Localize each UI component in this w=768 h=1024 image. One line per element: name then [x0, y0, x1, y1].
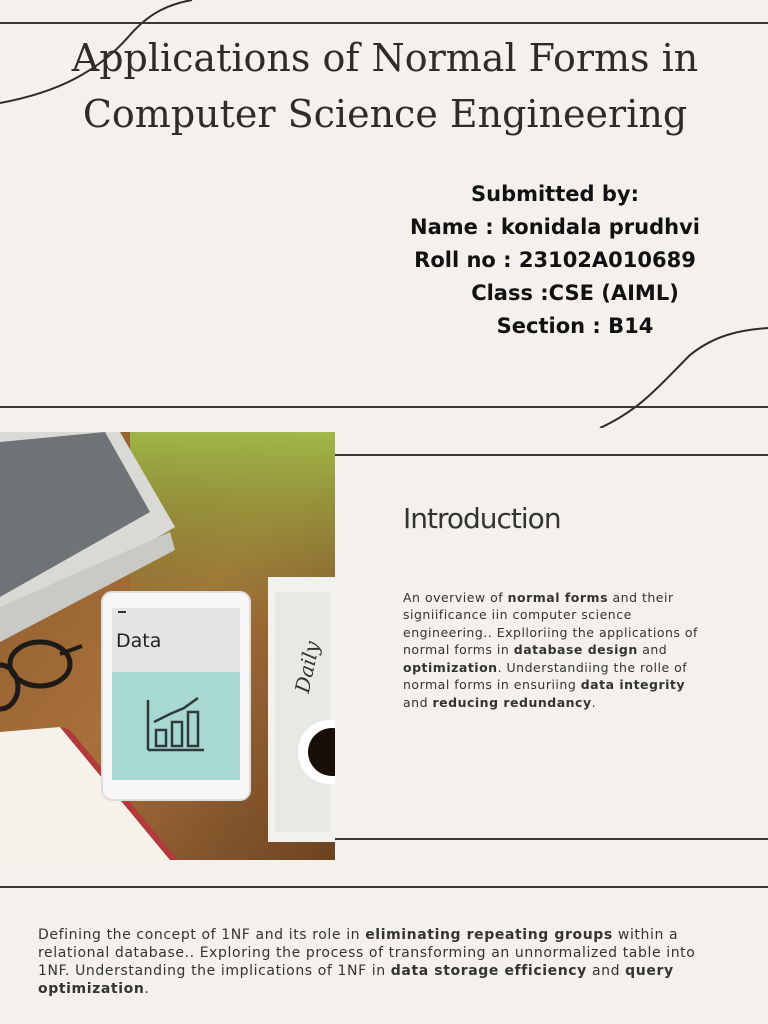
section-name: Section : B14: [496, 314, 654, 338]
student-name: Name : konidala prudhvi: [410, 215, 700, 239]
nf1-top-divider: [0, 886, 768, 888]
introduction-paragraph: [403, 589, 713, 712]
title-line-1: Applications of Normal Forms in: [71, 36, 699, 80]
intro-text-5: and: [403, 694, 433, 710]
roll-number: Roll no : 23102A010689: [414, 248, 696, 272]
nf1-text-2: within a relational database.. Exploring the process of transforming an unnormalized table into 1NF. Understanding the implications of 1NF in: [38, 927, 696, 979]
tablet-label: Data: [116, 630, 162, 652]
top-divider: [0, 22, 768, 24]
first-normal-form-slide: [0, 866, 768, 1024]
intro-text-1: An overview of: [403, 589, 508, 605]
newspaper-title: Daily: [290, 639, 325, 695]
nf1-highlight-query-optimization: query optimization: [38, 963, 674, 997]
nf1-text-1: Defining the concept of 1NF and its role in: [38, 927, 366, 943]
intro-highlight-normal-forms: normal forms: [507, 589, 609, 605]
intro-highlight-optimization: optimization: [403, 659, 498, 675]
bottom-divider: [0, 406, 768, 408]
intro-highlight-data-integrity: data integrity: [580, 677, 686, 692]
class-name: Class :CSE (AIML): [471, 281, 679, 305]
nf1-text-4: .: [144, 981, 150, 997]
nf1-highlight-data-storage-efficiency: data storage efficiency: [390, 963, 587, 979]
nf1-text-3: and: [586, 963, 626, 979]
page-title: [40, 30, 730, 142]
intro-text-2: and their signiificance iin computer science engineering.. Explloriing the applications of normal forms in: [403, 589, 698, 657]
cover-slide: [0, 0, 768, 428]
intro-text-4: . Understandiing the rolle of normal forms in ensuriing: [403, 659, 688, 692]
nf1-paragraph: [38, 926, 728, 998]
submission-details: [400, 178, 710, 343]
intro-text-6: .: [591, 694, 597, 710]
nf1-highlight-eliminating-repeating-groups: eliminating repeating groups: [365, 927, 613, 943]
desk-image: [0, 432, 335, 860]
intro-text-3: and: [637, 642, 668, 657]
desk-photo: [0, 432, 335, 860]
title-line-2: Computer Science Engineering: [82, 92, 688, 136]
intro-highlight-reducing-redundancy: reducing redundancy: [432, 694, 592, 710]
intro-highlight-database-design: database design: [513, 642, 638, 657]
introduction-slide: [0, 432, 768, 860]
introduction-heading: Introduction: [403, 502, 561, 535]
submitted-by-label: Submitted by:: [471, 182, 639, 206]
